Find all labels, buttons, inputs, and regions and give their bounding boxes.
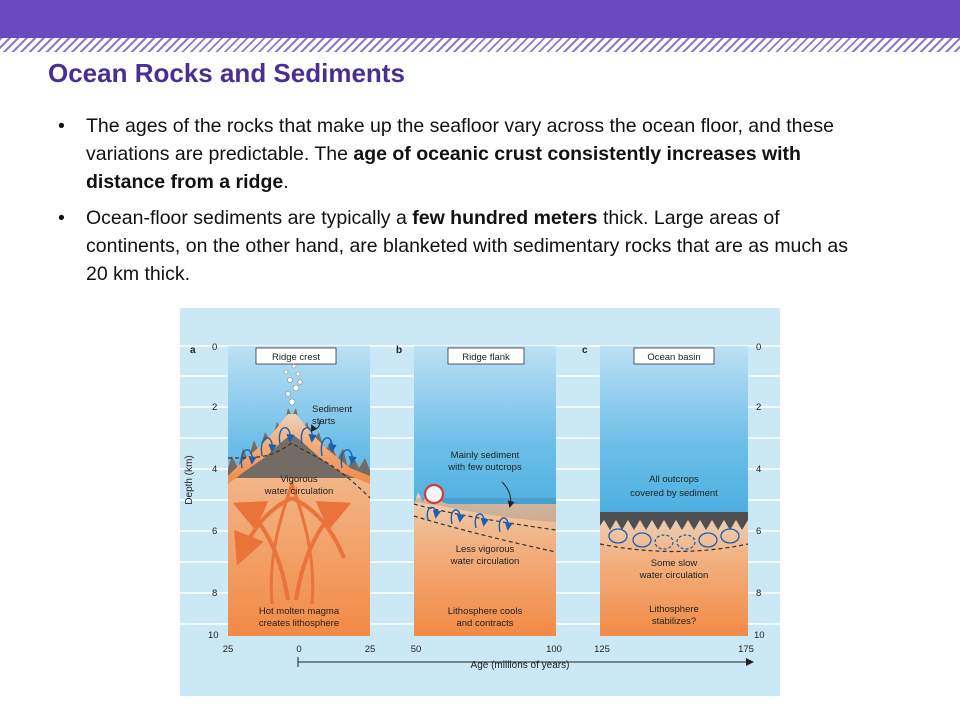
depth-tick: 10 <box>208 630 219 641</box>
header-bar <box>0 0 960 38</box>
slide-title: Ocean Rocks and Sediments <box>48 58 405 88</box>
age-tick: 100 <box>546 644 562 655</box>
panel-b-label: Mainly sediment <box>450 450 520 461</box>
depth-tick: 6 <box>212 526 218 537</box>
age-tick: 25 <box>364 644 376 655</box>
depth-tick: 4 <box>212 464 218 475</box>
depth-tick: 8 <box>756 588 762 599</box>
panel-b-label: water circulation <box>450 556 520 567</box>
panel-c-label: covered by sediment <box>630 488 718 499</box>
age-tick: 175 <box>738 644 754 655</box>
bullet-dot: • <box>58 207 65 229</box>
panel-c-title: Ocean basin <box>647 352 701 363</box>
depth-tick: 6 <box>756 526 762 537</box>
panel-a-title: Ridge crest <box>271 352 321 363</box>
age-tick: 50 <box>410 644 422 655</box>
panel-a-label: Sediment <box>312 404 353 415</box>
depth-tick: 0 <box>756 342 762 353</box>
panel-c-label: All outcrops <box>649 474 699 485</box>
depth-tick: 2 <box>212 402 218 413</box>
depth-tick: 10 <box>754 630 765 641</box>
panel-b-label: with few outcrops <box>448 462 522 473</box>
depth-tick: 2 <box>756 402 762 413</box>
depth-tick: 8 <box>212 588 218 599</box>
panel-b-label: and contracts <box>456 618 514 629</box>
bullet-item: • The ages of the rocks that make up the seafloor vary across the ocean floor, and these variations are predictable. The age of oceanic crust consistently increases with distance from a ridge. <box>50 112 860 196</box>
panel-a-label: starts <box>312 416 336 427</box>
header-hatch-stripe <box>0 38 960 52</box>
age-tick: 25 <box>222 644 234 655</box>
panel-c-label: Lithosphere <box>649 604 699 615</box>
seafloor-age-diagram <box>180 308 780 696</box>
bullet-dot: • <box>58 115 65 137</box>
age-tick: 125 <box>594 644 610 655</box>
panel-a-letter: a <box>190 345 196 356</box>
panel-c-label: Some slow <box>650 558 698 569</box>
bullet-item: • Ocean-floor sediments are typically a few hundred meters thick. Large areas of continents, on the other hand, are blanketed with sedimentary rocks that are as much as 20 km thick. <box>50 204 860 288</box>
panel-b-letter: b <box>396 345 403 356</box>
panel-b-label: Less vigorous <box>455 544 515 555</box>
panel-a-label: Vigorous <box>280 474 318 485</box>
outcrop-highlight <box>425 485 443 503</box>
panel-a-label: Hot molten magma <box>258 606 340 617</box>
depth-tick: 4 <box>756 464 762 475</box>
panel-b-label: Lithosphere cools <box>447 606 523 617</box>
panel-a-label: creates lithosphere <box>258 618 340 629</box>
panel-c-label: water circulation <box>639 570 709 581</box>
panel-c-label: stabilizes? <box>651 616 697 627</box>
bullet-list <box>50 112 860 296</box>
depth-tick: 0 <box>212 342 218 353</box>
panel-a-label: water circulation <box>264 486 334 497</box>
age-axis-label: Age (millions of years) <box>470 660 570 671</box>
panel-c-letter: c <box>582 345 588 356</box>
depth-axis-label: Depth (km) <box>184 455 195 505</box>
age-tick: 0 <box>296 644 302 655</box>
panel-b-title: Ridge flank <box>462 352 510 363</box>
panel-ridge-flank <box>414 346 556 636</box>
